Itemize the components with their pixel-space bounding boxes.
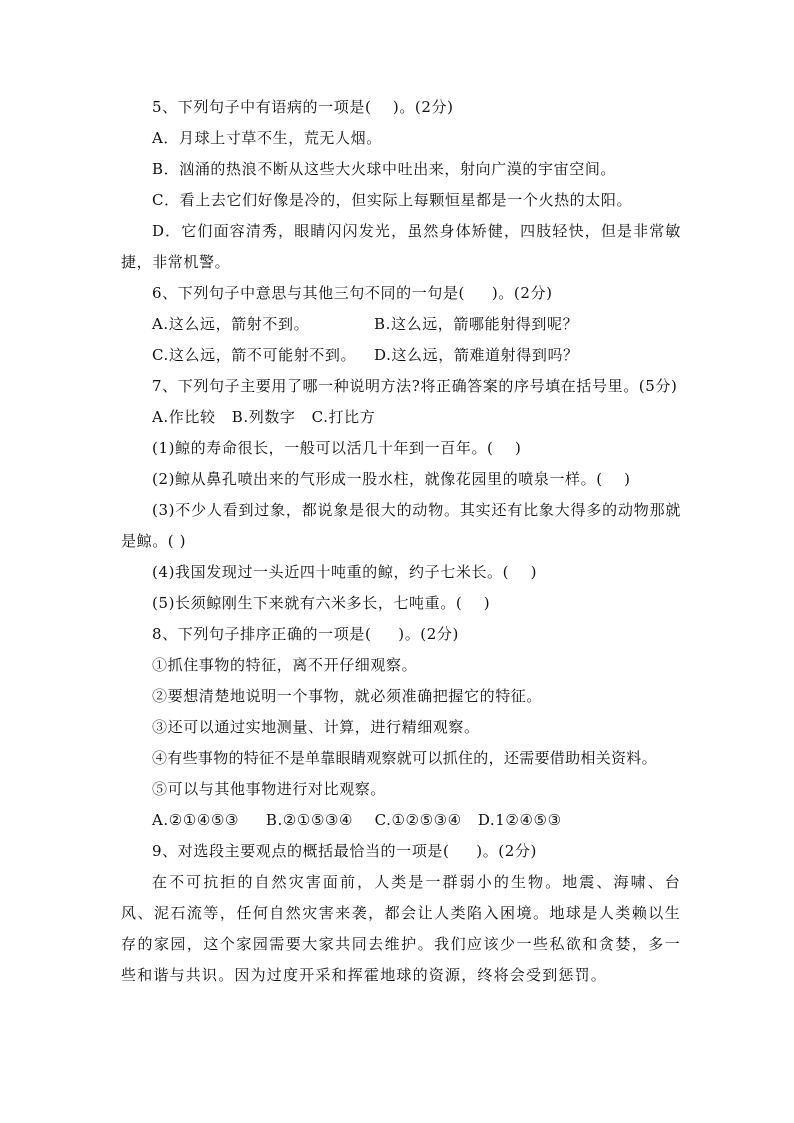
question-5-option-d: D．它们面容清秀，眼睛闪闪发光，虽然身体矫健，四肢轻快，但是非常敏捷，非常机警。 — [121, 222, 681, 271]
question-8-sentence-5: ⑤可以与其他事物进行对比观察。 — [152, 780, 387, 798]
question-7-item-4: (4)我国发现过一头近四十吨重的鲸，约子七米长。( ) — [152, 563, 538, 581]
question-9-stem: 9、对选段主要观点的概括最恰当的一项是( )。(2分) — [152, 842, 537, 860]
question-5-option-b: B．汹涌的热浪不断从这些大火球中吐出来，射向广漠的宇宙空间。 — [152, 160, 617, 178]
question-7-choices: A.作比较 B.列数字 C.打比方 — [152, 408, 376, 426]
question-6-options-row-1 — [121, 309, 681, 340]
question-7-item-2: (2)鲸从鼻孔喷出来的气形成一股水柱，就像花园里的喷泉一样。( ) — [152, 470, 631, 488]
question-8-sentence-2: ②要想清楚地说明一个事物，就必须准确把握它的特征。 — [152, 687, 543, 705]
question-6-options-row-2 — [121, 340, 681, 371]
question-7-item-1: (1)鲸的寿命很长，一般可以活几十年到一百年。( ) — [152, 439, 522, 457]
exam-content — [121, 92, 681, 991]
question-9-passage: 在不可抗拒的自然灾害面前，人类是一群弱小的生物。地震、海啸、台风、泥石流等，任何自然灾害来袭，都会让人类陷入困境。地球是人类赖以生存的家园，这个家园需要大家共同去维护。我们应该少一些私欲和贪婪，多一些和谐与共识。因为过度开采和挥霍地球的资源，终将会受到惩罚。 — [121, 873, 681, 984]
question-7-item-5: (5)长须鲸刚生下来就有六米多长，七吨重。( ) — [152, 594, 491, 612]
question-6-option-b: B.这么远，箭哪能射得到呢？ — [374, 315, 579, 333]
question-8-sentence-1: ①抓住事物的特征，离不开仔细观察。 — [152, 656, 418, 674]
question-5-stem: 5、下列句子中有语病的一项是( )。(2分) — [152, 98, 454, 116]
question-6-option-a: A.这么远，箭射不到。 — [152, 315, 310, 333]
question-6-option-d: D.这么远，箭难道射得到吗？ — [374, 346, 579, 364]
question-5-option-a: A．月球上寸草不生，荒无人烟。 — [152, 129, 382, 147]
question-8-options: A.②①④⑤③ B.②①⑤③④ C.①②⑤③④ D.1②④⑤③ — [152, 811, 562, 829]
question-7-stem: 7、下列句子主要用了哪一种说明方法?将正确答案的序号填在括号里。(5分) — [152, 377, 678, 395]
question-8-sentence-3: ③还可以通过实地测量、计算，进行精细观察。 — [152, 718, 480, 736]
question-6-stem: 6、下列句子中意思与其他三句不同的一句是( )。(2分) — [152, 284, 553, 302]
question-6-option-c: C.这么远，箭不可能射不到。 — [152, 346, 357, 364]
question-7-item-3: (3)不少人看到过象，都说象是很大的动物。其实还有比象大得多的动物那就是鲸。( ) — [121, 501, 681, 550]
question-8-stem: 8、下列句子排序正确的一项是( )。(2分) — [152, 625, 459, 643]
question-5-option-c: C．看上去它们好像是冷的，但实际上每颗恒星都是一个火热的太阳。 — [152, 191, 633, 209]
question-8-sentence-4: ④有些事物的特征不是单靠眼睛观察就可以抓住的，还需要借助相关资料。 — [152, 749, 657, 767]
